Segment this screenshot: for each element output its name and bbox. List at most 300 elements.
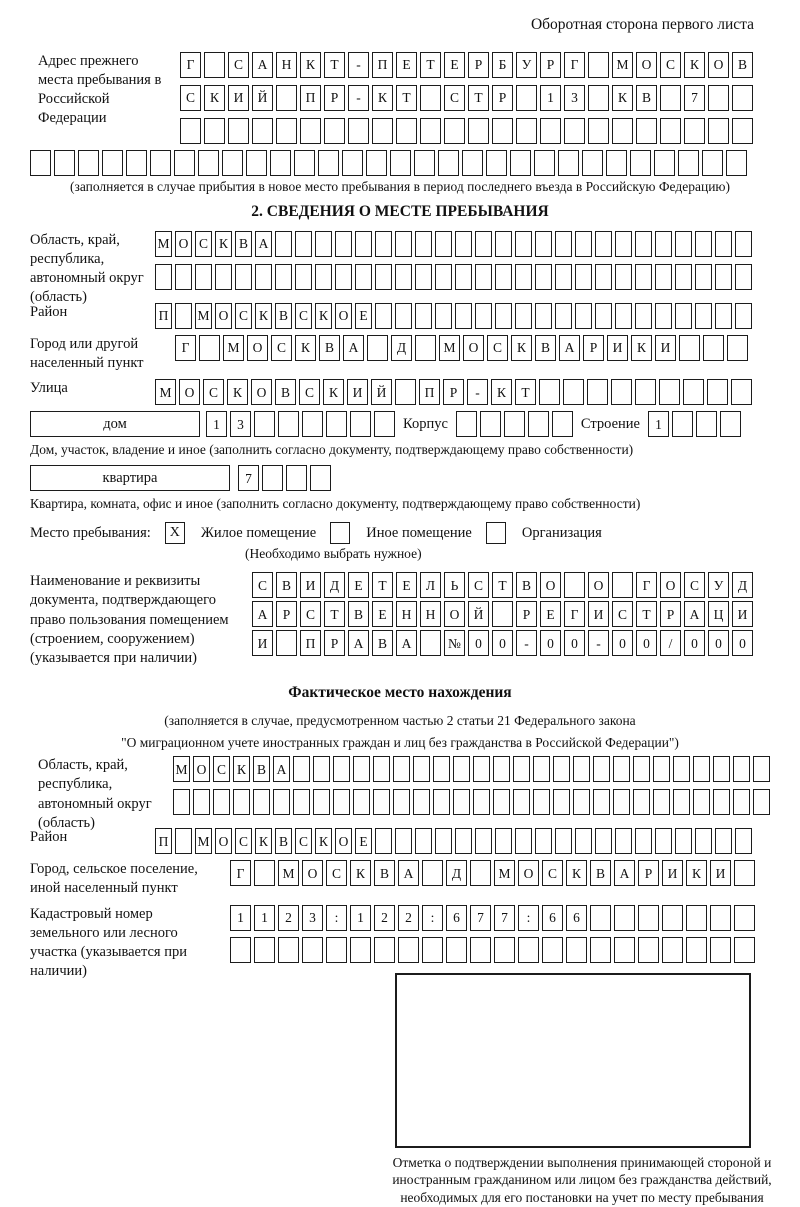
char-cell[interactable] (734, 860, 755, 886)
char-cell[interactable] (510, 150, 531, 176)
char-cell[interactable] (534, 150, 555, 176)
char-cell[interactable]: К (233, 756, 250, 782)
char-cell[interactable] (555, 303, 572, 329)
char-cell[interactable] (708, 85, 729, 111)
char-cell[interactable] (535, 303, 552, 329)
char-cell[interactable] (276, 630, 297, 656)
char-cell[interactable]: Л (420, 572, 441, 598)
char-cell[interactable]: С (295, 303, 312, 329)
char-cell[interactable]: М (173, 756, 190, 782)
char-cell[interactable]: В (732, 52, 753, 78)
char-cell[interactable] (655, 303, 672, 329)
char-cell[interactable] (54, 150, 75, 176)
char-cell[interactable] (198, 150, 219, 176)
char-cell[interactable] (270, 150, 291, 176)
char-cell[interactable] (590, 937, 611, 963)
char-cell[interactable]: Т (396, 85, 417, 111)
char-cell[interactable] (275, 264, 292, 290)
char-cell[interactable]: 0 (564, 630, 585, 656)
char-cell[interactable] (262, 465, 283, 491)
char-cell[interactable]: П (372, 52, 393, 78)
char-cell[interactable] (333, 756, 350, 782)
char-cell[interactable] (638, 905, 659, 931)
char-cell[interactable]: О (335, 303, 352, 329)
char-cell[interactable] (673, 789, 690, 815)
char-cell[interactable] (372, 118, 393, 144)
char-cell[interactable] (420, 118, 441, 144)
char-cell[interactable] (553, 756, 570, 782)
char-cell[interactable] (422, 937, 443, 963)
char-cell[interactable]: В (275, 303, 292, 329)
char-cell[interactable]: И (655, 335, 676, 361)
char-cell[interactable] (302, 937, 323, 963)
char-cell[interactable] (315, 231, 332, 257)
char-cell[interactable] (254, 937, 275, 963)
char-cell[interactable] (612, 572, 633, 598)
char-cell[interactable]: А (559, 335, 580, 361)
char-cell[interactable]: Р (660, 601, 681, 627)
char-cell[interactable] (558, 150, 579, 176)
char-cell[interactable] (313, 789, 330, 815)
char-cell[interactable] (515, 828, 532, 854)
char-cell[interactable] (703, 335, 724, 361)
char-cell[interactable] (415, 264, 432, 290)
char-cell[interactable] (555, 828, 572, 854)
char-cell[interactable]: 3 (302, 905, 323, 931)
char-cell[interactable] (575, 828, 592, 854)
char-cell[interactable]: С (252, 572, 273, 598)
char-cell[interactable] (595, 828, 612, 854)
char-cell[interactable]: И (732, 601, 753, 627)
char-cell[interactable]: А (252, 52, 273, 78)
char-cell[interactable] (552, 411, 573, 437)
char-cell[interactable]: К (686, 860, 707, 886)
char-cell[interactable]: В (319, 335, 340, 361)
char-cell[interactable] (533, 756, 550, 782)
char-cell[interactable] (415, 335, 436, 361)
char-cell[interactable]: Г (636, 572, 657, 598)
char-cell[interactable] (659, 379, 680, 405)
char-cell[interactable] (715, 828, 732, 854)
char-cell[interactable] (710, 905, 731, 931)
char-cell[interactable]: В (590, 860, 611, 886)
char-cell[interactable] (595, 231, 612, 257)
char-cell[interactable] (204, 52, 225, 78)
char-cell[interactable] (355, 264, 372, 290)
char-cell[interactable]: С (228, 52, 249, 78)
char-cell[interactable] (193, 789, 210, 815)
char-cell[interactable] (246, 150, 267, 176)
char-cell[interactable] (515, 264, 532, 290)
char-cell[interactable] (633, 789, 650, 815)
char-cell[interactable] (353, 789, 370, 815)
char-cell[interactable] (710, 937, 731, 963)
char-cell[interactable]: В (253, 756, 270, 782)
char-cell[interactable]: К (295, 335, 316, 361)
char-cell[interactable] (675, 231, 692, 257)
char-cell[interactable]: В (275, 379, 296, 405)
char-cell[interactable] (655, 264, 672, 290)
char-cell[interactable] (635, 303, 652, 329)
char-cell[interactable]: Р (638, 860, 659, 886)
char-cell[interactable] (455, 231, 472, 257)
char-cell[interactable] (175, 828, 192, 854)
char-cell[interactable]: 2 (278, 905, 299, 931)
char-cell[interactable] (413, 756, 430, 782)
char-cell[interactable] (390, 150, 411, 176)
char-cell[interactable]: М (155, 231, 172, 257)
char-cell[interactable] (475, 303, 492, 329)
char-cell[interactable] (595, 303, 612, 329)
char-cell[interactable]: В (374, 860, 395, 886)
char-cell[interactable] (707, 379, 728, 405)
char-cell[interactable]: К (350, 860, 371, 886)
char-cell[interactable]: С (487, 335, 508, 361)
char-cell[interactable] (420, 630, 441, 656)
char-cell[interactable] (695, 231, 712, 257)
char-cell[interactable]: : (422, 905, 443, 931)
char-cell[interactable] (180, 118, 201, 144)
char-cell[interactable] (295, 264, 312, 290)
char-cell[interactable] (630, 150, 651, 176)
char-cell[interactable] (295, 231, 312, 257)
char-cell[interactable] (326, 411, 347, 437)
char-cell[interactable]: Т (636, 601, 657, 627)
char-cell[interactable]: К (684, 52, 705, 78)
char-cell[interactable] (435, 231, 452, 257)
char-cell[interactable] (495, 828, 512, 854)
char-cell[interactable]: О (444, 601, 465, 627)
char-cell[interactable] (254, 860, 275, 886)
char-cell[interactable]: П (300, 630, 321, 656)
char-cell[interactable] (535, 828, 552, 854)
char-cell[interactable]: : (326, 905, 347, 931)
char-cell[interactable] (293, 756, 310, 782)
char-cell[interactable] (613, 789, 630, 815)
char-cell[interactable]: С (180, 85, 201, 111)
char-cell[interactable] (515, 231, 532, 257)
char-cell[interactable] (588, 85, 609, 111)
char-cell[interactable] (614, 905, 635, 931)
char-cell[interactable]: М (155, 379, 176, 405)
char-cell[interactable]: 1 (350, 905, 371, 931)
char-cell[interactable]: О (193, 756, 210, 782)
char-cell[interactable]: 1 (230, 905, 251, 931)
char-cell[interactable] (753, 789, 770, 815)
char-cell[interactable]: К (631, 335, 652, 361)
char-cell[interactable]: С (300, 601, 321, 627)
char-cell[interactable] (612, 118, 633, 144)
char-cell[interactable] (675, 264, 692, 290)
char-cell[interactable] (433, 789, 450, 815)
char-cell[interactable] (679, 335, 700, 361)
char-cell[interactable]: 0 (468, 630, 489, 656)
char-cell[interactable] (435, 828, 452, 854)
char-cell[interactable]: Е (348, 572, 369, 598)
char-cell[interactable]: О (708, 52, 729, 78)
char-cell[interactable] (582, 150, 603, 176)
char-cell[interactable] (504, 411, 525, 437)
char-cell[interactable]: 6 (566, 905, 587, 931)
char-cell[interactable] (199, 335, 220, 361)
char-cell[interactable]: М (439, 335, 460, 361)
char-cell[interactable] (453, 789, 470, 815)
char-cell[interactable]: 0 (732, 630, 753, 656)
char-cell[interactable]: О (636, 52, 657, 78)
char-cell[interactable] (635, 379, 656, 405)
char-cell[interactable] (294, 150, 315, 176)
char-cell[interactable] (733, 756, 750, 782)
char-cell[interactable]: / (660, 630, 681, 656)
char-cell[interactable] (393, 789, 410, 815)
char-cell[interactable]: В (372, 630, 393, 656)
char-cell[interactable]: С (444, 85, 465, 111)
char-cell[interactable] (278, 937, 299, 963)
char-cell[interactable] (276, 85, 297, 111)
char-cell[interactable] (204, 118, 225, 144)
char-cell[interactable]: 6 (446, 905, 467, 931)
char-cell[interactable]: О (588, 572, 609, 598)
char-cell[interactable]: П (419, 379, 440, 405)
char-cell[interactable]: С (195, 231, 212, 257)
char-cell[interactable]: 0 (684, 630, 705, 656)
char-cell[interactable] (695, 303, 712, 329)
char-cell[interactable]: А (396, 630, 417, 656)
char-cell[interactable]: Г (175, 335, 196, 361)
char-cell[interactable] (475, 828, 492, 854)
char-cell[interactable]: 1 (206, 411, 227, 437)
stay-type-checkbox-residential[interactable]: X (165, 522, 185, 544)
char-cell[interactable]: А (252, 601, 273, 627)
char-cell[interactable]: Н (276, 52, 297, 78)
char-cell[interactable]: 7 (494, 905, 515, 931)
char-cell[interactable]: П (155, 828, 172, 854)
char-cell[interactable] (727, 335, 748, 361)
char-cell[interactable] (715, 264, 732, 290)
char-cell[interactable] (513, 756, 530, 782)
char-cell[interactable] (573, 756, 590, 782)
char-cell[interactable]: Е (396, 52, 417, 78)
char-cell[interactable] (702, 150, 723, 176)
char-cell[interactable] (273, 789, 290, 815)
char-cell[interactable] (175, 264, 192, 290)
char-cell[interactable] (555, 231, 572, 257)
char-cell[interactable] (662, 905, 683, 931)
char-cell[interactable] (313, 756, 330, 782)
char-cell[interactable] (396, 118, 417, 144)
char-cell[interactable]: С (235, 303, 252, 329)
char-cell[interactable]: В (235, 231, 252, 257)
char-cell[interactable] (413, 789, 430, 815)
char-cell[interactable]: И (710, 860, 731, 886)
char-cell[interactable]: С (299, 379, 320, 405)
char-cell[interactable] (635, 828, 652, 854)
char-cell[interactable]: С (612, 601, 633, 627)
char-cell[interactable] (735, 264, 752, 290)
char-cell[interactable]: О (179, 379, 200, 405)
char-cell[interactable] (228, 118, 249, 144)
char-cell[interactable] (540, 118, 561, 144)
char-cell[interactable] (335, 264, 352, 290)
char-cell[interactable] (715, 231, 732, 257)
char-cell[interactable] (732, 85, 753, 111)
char-cell[interactable]: Р (492, 85, 513, 111)
char-cell[interactable]: Н (396, 601, 417, 627)
char-cell[interactable]: Е (444, 52, 465, 78)
char-cell[interactable] (375, 264, 392, 290)
char-cell[interactable]: И (300, 572, 321, 598)
char-cell[interactable]: Й (252, 85, 273, 111)
char-cell[interactable] (660, 85, 681, 111)
char-cell[interactable] (672, 411, 693, 437)
char-cell[interactable]: Д (324, 572, 345, 598)
char-cell[interactable] (230, 937, 251, 963)
char-cell[interactable] (480, 411, 501, 437)
char-cell[interactable] (420, 85, 441, 111)
char-cell[interactable] (453, 756, 470, 782)
char-cell[interactable]: Т (324, 601, 345, 627)
char-cell[interactable]: В (275, 828, 292, 854)
char-cell[interactable]: У (516, 52, 537, 78)
char-cell[interactable] (375, 303, 392, 329)
char-cell[interactable] (222, 150, 243, 176)
char-cell[interactable]: Р (468, 52, 489, 78)
char-cell[interactable]: К (215, 231, 232, 257)
char-cell[interactable]: Е (396, 572, 417, 598)
char-cell[interactable] (516, 118, 537, 144)
char-cell[interactable]: К (315, 303, 332, 329)
char-cell[interactable]: : (518, 905, 539, 931)
char-cell[interactable]: Й (371, 379, 392, 405)
char-cell[interactable]: Е (355, 303, 372, 329)
char-cell[interactable]: 1 (648, 411, 669, 437)
char-cell[interactable] (734, 905, 755, 931)
char-cell[interactable] (255, 264, 272, 290)
char-cell[interactable] (733, 789, 750, 815)
char-cell[interactable] (342, 150, 363, 176)
apartment-box[interactable]: квартира (30, 465, 230, 491)
char-cell[interactable] (455, 303, 472, 329)
char-cell[interactable] (753, 756, 770, 782)
char-cell[interactable]: К (315, 828, 332, 854)
char-cell[interactable] (678, 150, 699, 176)
char-cell[interactable] (564, 572, 585, 598)
char-cell[interactable] (686, 905, 707, 931)
char-cell[interactable] (615, 303, 632, 329)
char-cell[interactable] (588, 118, 609, 144)
char-cell[interactable] (174, 150, 195, 176)
char-cell[interactable]: Й (468, 601, 489, 627)
char-cell[interactable]: У (708, 572, 729, 598)
char-cell[interactable]: 3 (230, 411, 251, 437)
char-cell[interactable] (455, 264, 472, 290)
char-cell[interactable]: С (326, 860, 347, 886)
char-cell[interactable]: К (300, 52, 321, 78)
char-cell[interactable] (470, 860, 491, 886)
char-cell[interactable]: Д (391, 335, 412, 361)
char-cell[interactable] (593, 789, 610, 815)
char-cell[interactable]: С (203, 379, 224, 405)
char-cell[interactable] (374, 937, 395, 963)
char-cell[interactable]: С (660, 52, 681, 78)
char-cell[interactable] (494, 937, 515, 963)
char-cell[interactable]: 0 (612, 630, 633, 656)
char-cell[interactable]: О (247, 335, 268, 361)
char-cell[interactable] (415, 828, 432, 854)
char-cell[interactable]: Н (420, 601, 441, 627)
char-cell[interactable] (495, 231, 512, 257)
char-cell[interactable] (470, 937, 491, 963)
char-cell[interactable] (731, 379, 752, 405)
char-cell[interactable]: О (251, 379, 272, 405)
char-cell[interactable]: И (662, 860, 683, 886)
char-cell[interactable] (516, 85, 537, 111)
char-cell[interactable]: С (271, 335, 292, 361)
char-cell[interactable] (395, 264, 412, 290)
char-cell[interactable]: О (463, 335, 484, 361)
char-cell[interactable] (324, 118, 345, 144)
char-cell[interactable] (732, 118, 753, 144)
char-cell[interactable] (375, 828, 392, 854)
char-cell[interactable] (590, 905, 611, 931)
char-cell[interactable] (615, 264, 632, 290)
char-cell[interactable]: Р (583, 335, 604, 361)
char-cell[interactable] (575, 264, 592, 290)
char-cell[interactable]: 3 (564, 85, 585, 111)
char-cell[interactable] (636, 118, 657, 144)
char-cell[interactable] (715, 303, 732, 329)
char-cell[interactable] (693, 756, 710, 782)
char-cell[interactable] (566, 937, 587, 963)
char-cell[interactable] (708, 118, 729, 144)
stay-type-checkbox-organization[interactable] (486, 522, 506, 544)
char-cell[interactable]: В (636, 85, 657, 111)
char-cell[interactable] (638, 937, 659, 963)
char-cell[interactable]: К (612, 85, 633, 111)
char-cell[interactable]: М (195, 303, 212, 329)
char-cell[interactable] (253, 789, 270, 815)
char-cell[interactable] (655, 231, 672, 257)
char-cell[interactable] (726, 150, 747, 176)
char-cell[interactable] (276, 118, 297, 144)
char-cell[interactable] (278, 411, 299, 437)
char-cell[interactable] (414, 150, 435, 176)
char-cell[interactable]: К (255, 828, 272, 854)
char-cell[interactable] (613, 756, 630, 782)
char-cell[interactable] (492, 601, 513, 627)
char-cell[interactable]: М (612, 52, 633, 78)
char-cell[interactable]: А (255, 231, 272, 257)
stay-type-checkbox-other-premises[interactable] (330, 522, 350, 544)
char-cell[interactable] (326, 937, 347, 963)
char-cell[interactable] (615, 231, 632, 257)
char-cell[interactable]: - (467, 379, 488, 405)
char-cell[interactable] (495, 303, 512, 329)
char-cell[interactable] (446, 937, 467, 963)
char-cell[interactable] (735, 303, 752, 329)
char-cell[interactable] (215, 264, 232, 290)
char-cell[interactable] (542, 937, 563, 963)
char-cell[interactable] (655, 828, 672, 854)
char-cell[interactable] (633, 756, 650, 782)
char-cell[interactable] (686, 937, 707, 963)
char-cell[interactable] (213, 789, 230, 815)
char-cell[interactable]: И (228, 85, 249, 111)
char-cell[interactable]: О (540, 572, 561, 598)
char-cell[interactable]: К (323, 379, 344, 405)
char-cell[interactable] (587, 379, 608, 405)
char-cell[interactable]: О (660, 572, 681, 598)
